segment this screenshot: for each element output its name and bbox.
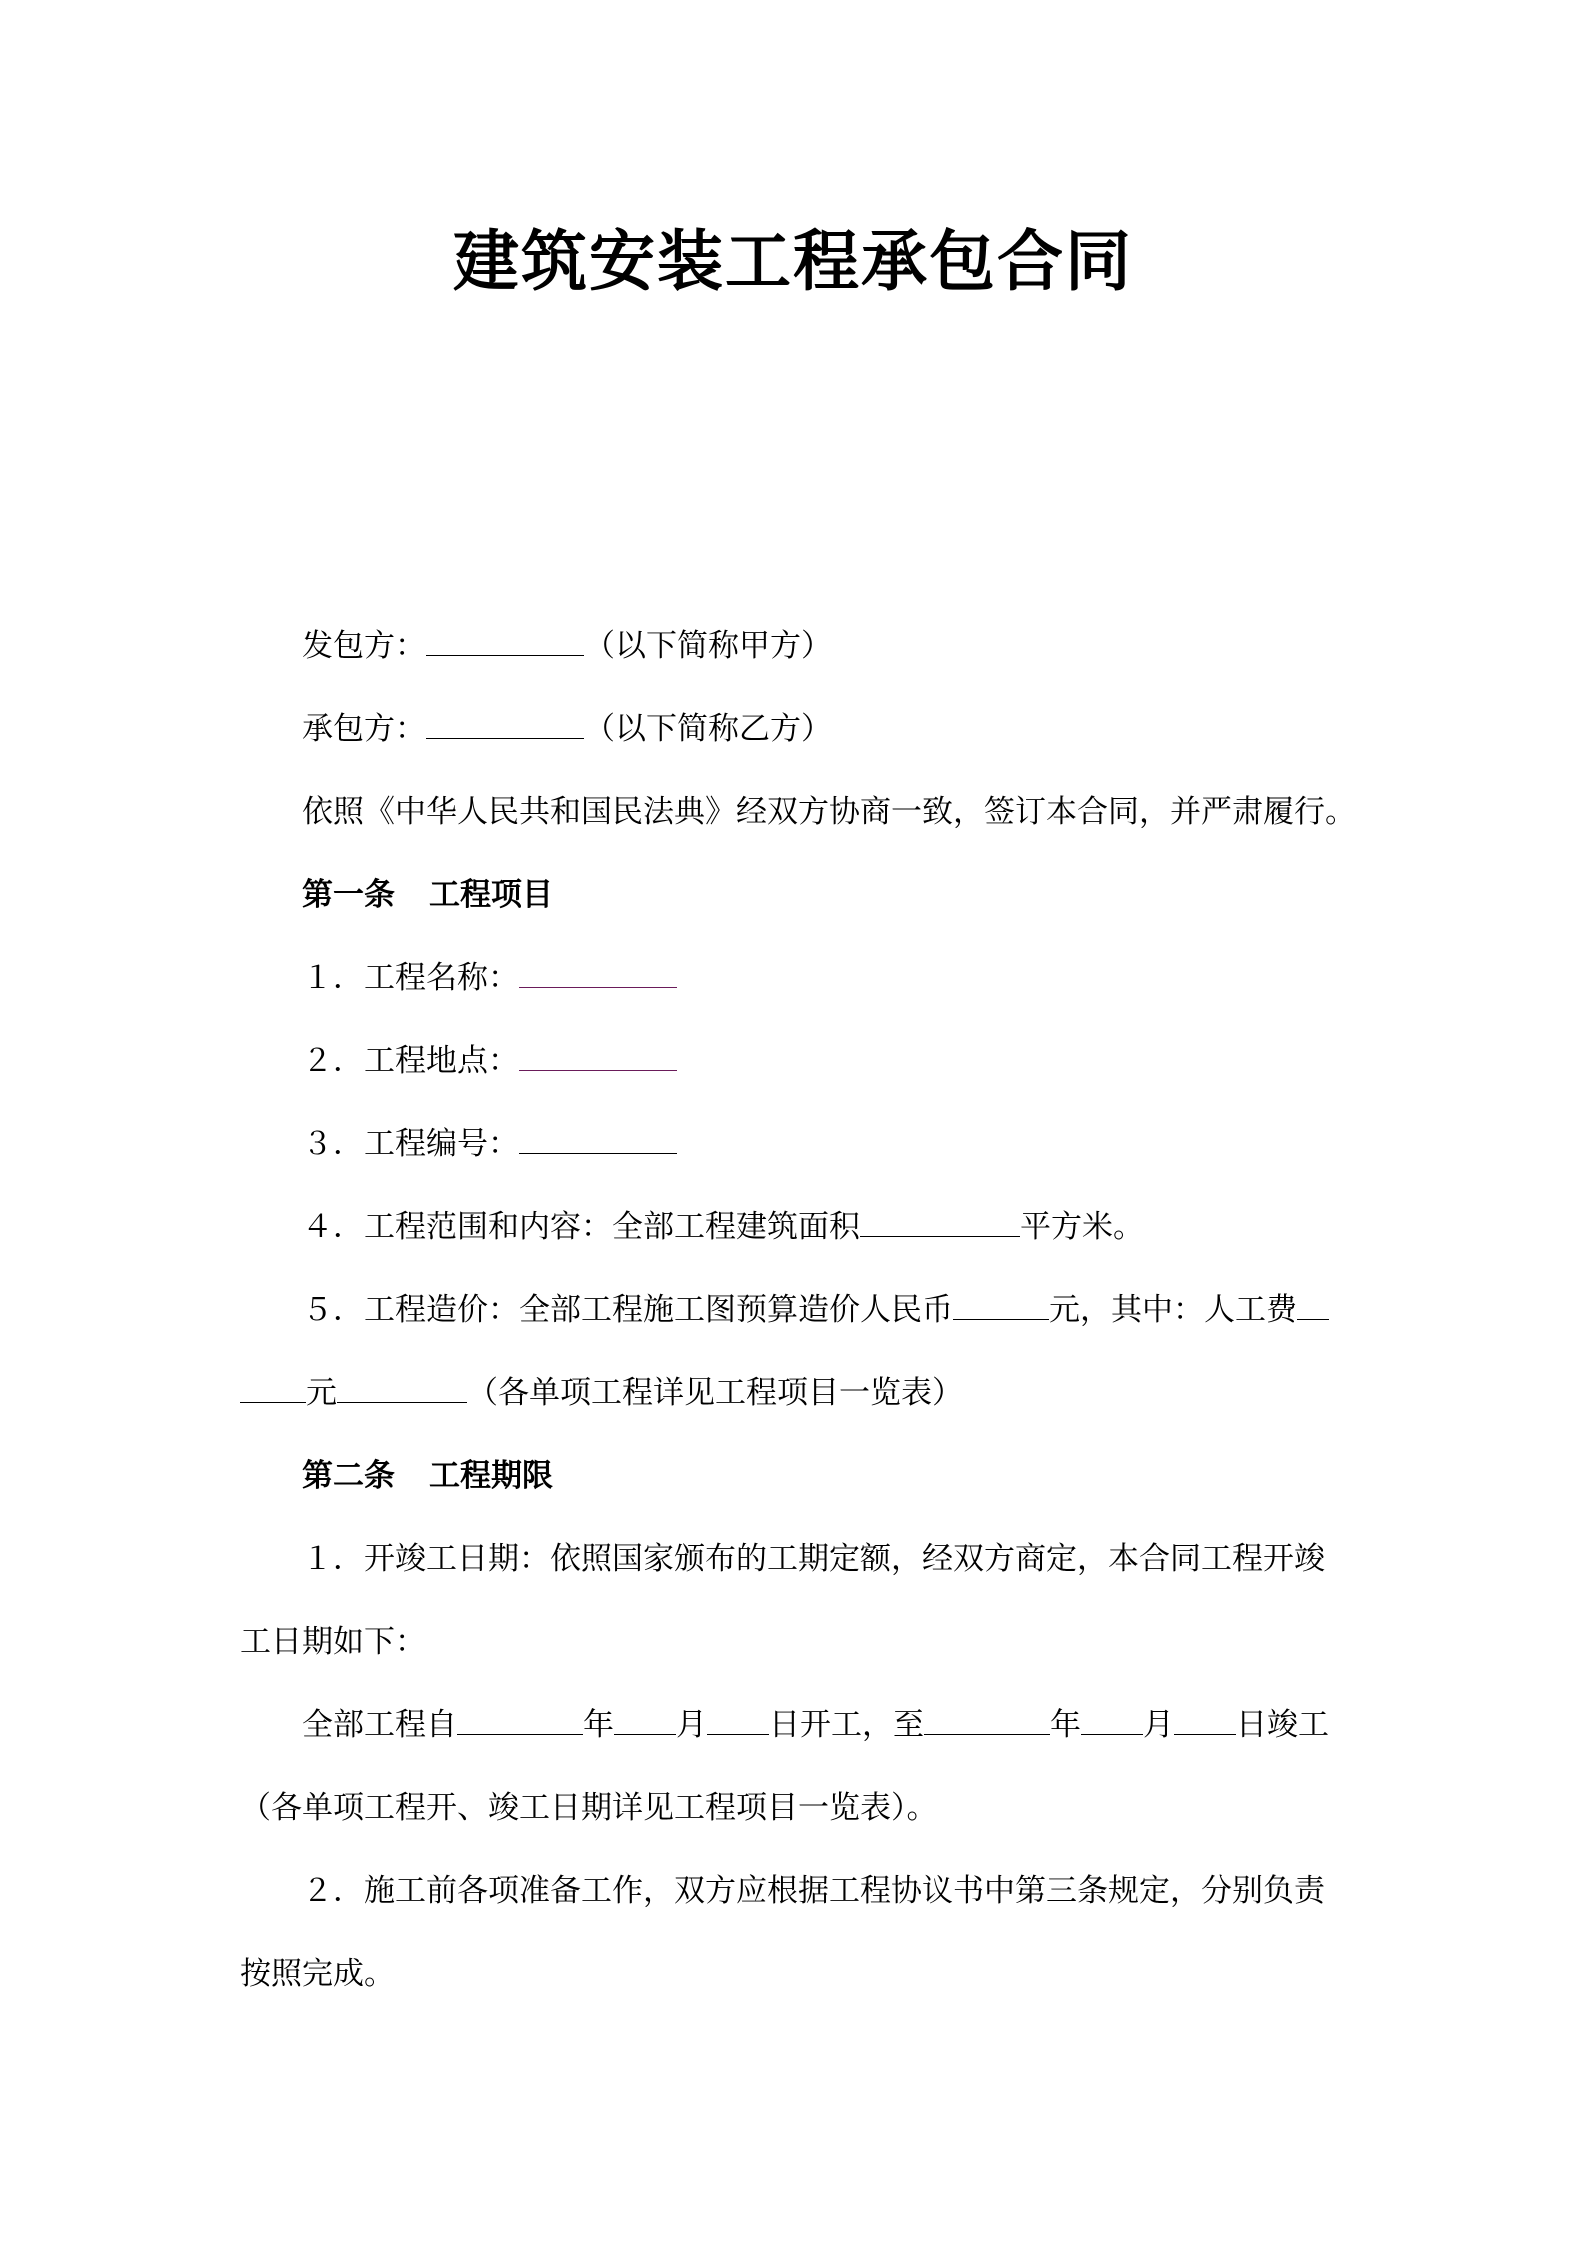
- start-day-label: 日开工，至: [769, 1707, 924, 1743]
- project-cost-line: [302, 1288, 1329, 1332]
- project-number-blank[interactable]: [519, 1123, 677, 1154]
- schedule-paragraph-line-1: １．开竣工日期：依照国家颁布的工期定额，经双方商定，本合同工程开竣: [302, 1541, 1325, 1577]
- party-a-label: 发包方：: [302, 628, 426, 664]
- project-name-blank[interactable]: [519, 957, 677, 988]
- party-a-line: [302, 624, 832, 668]
- dates-prefix: 全部工程自: [302, 1707, 457, 1743]
- start-year-label: 年: [583, 1707, 614, 1743]
- party-a-note: （以下简称甲方）: [584, 628, 832, 664]
- end-month-blank[interactable]: [1081, 1704, 1143, 1735]
- preparation-paragraph-line-1: ２．施工前各项准备工作，双方应根据工程协议书中第三条规定，分别负责: [302, 1873, 1325, 1909]
- project-cost-text: ５．工程造价：全部工程施工图预算造价人民币: [302, 1292, 953, 1328]
- project-number-label: ３．工程编号：: [302, 1126, 519, 1162]
- article-1-heading: [302, 873, 553, 917]
- end-day-blank[interactable]: [1174, 1704, 1236, 1735]
- end-year-label: 年: [1050, 1707, 1081, 1743]
- start-day-blank[interactable]: [707, 1704, 769, 1735]
- start-month-label: 月: [676, 1707, 707, 1743]
- project-scope-text: ４．工程范围和内容：全部工程建筑面积: [302, 1209, 860, 1245]
- labor-cost-blank-start[interactable]: [1297, 1289, 1329, 1320]
- party-a-blank[interactable]: [426, 625, 584, 656]
- article-2-title: 工程期限: [429, 1458, 553, 1494]
- dates-line: [302, 1703, 1329, 1747]
- end-day-label: 日竣工: [1236, 1707, 1329, 1743]
- other-cost-blank[interactable]: [337, 1372, 467, 1403]
- labor-cost-unit: 元: [306, 1375, 337, 1411]
- end-year-blank[interactable]: [924, 1704, 1050, 1735]
- article-2-number: 第二条: [302, 1458, 395, 1494]
- schedule-paragraph-line-2: 工日期如下：: [240, 1624, 426, 1660]
- project-location-line: [302, 1039, 677, 1083]
- dates-note: （各单项工程开、竣工日期详见工程项目一览表）。: [240, 1790, 938, 1826]
- project-name-line: [302, 956, 677, 1000]
- preparation-paragraph-line-2: 按照完成。: [240, 1956, 395, 1992]
- project-name-label: １．工程名称：: [302, 960, 519, 996]
- article-1-title: 工程项目: [429, 877, 553, 913]
- article-1-number: 第一条: [302, 877, 395, 913]
- project-cost-note: （各单项工程详见工程项目一览表）: [467, 1375, 963, 1411]
- party-b-blank[interactable]: [426, 708, 584, 739]
- labor-cost-blank-end[interactable]: [240, 1372, 306, 1403]
- start-month-blank[interactable]: [614, 1704, 676, 1735]
- project-number-line: [302, 1122, 677, 1166]
- area-unit: 平方米。: [1020, 1209, 1144, 1245]
- project-location-label: ２．工程地点：: [302, 1043, 519, 1079]
- party-b-label: 承包方：: [302, 711, 426, 747]
- end-month-label: 月: [1143, 1707, 1174, 1743]
- total-cost-blank[interactable]: [953, 1289, 1049, 1320]
- party-b-line: [302, 707, 832, 751]
- building-area-blank[interactable]: [860, 1206, 1020, 1237]
- labor-cost-text: 元，其中：人工费: [1049, 1292, 1297, 1328]
- project-cost-line-2: [240, 1371, 963, 1415]
- document-title: 建筑安装工程承包合同: [453, 223, 1133, 300]
- start-year-blank[interactable]: [457, 1704, 583, 1735]
- project-scope-line: [302, 1205, 1144, 1249]
- article-2-heading: [302, 1454, 553, 1498]
- party-b-note: （以下简称乙方）: [584, 711, 832, 747]
- preamble: 依照《中华人民共和国民法典》经双方协商一致，签订本合同，并严肃履行。: [302, 794, 1356, 830]
- project-location-blank[interactable]: [519, 1040, 677, 1071]
